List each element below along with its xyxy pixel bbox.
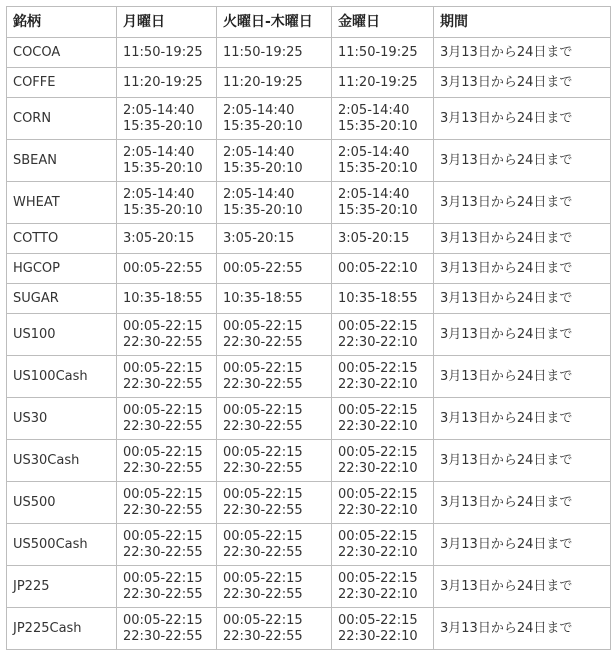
table-row bbox=[7, 284, 611, 314]
cell-mon-hours bbox=[117, 482, 217, 524]
time-range: 00:05-22:15 bbox=[338, 529, 418, 544]
time-range: 11:50-19:25 bbox=[338, 44, 418, 60]
time-range: 22:30-22:55 bbox=[223, 545, 303, 560]
cell-symbol: US30 bbox=[7, 398, 117, 440]
time-range: 2:05-14:40 bbox=[338, 103, 410, 118]
cell-symbol: US500Cash bbox=[7, 524, 117, 566]
cell-tuethu-hours bbox=[217, 68, 332, 98]
time-range: 11:50-19:25 bbox=[223, 44, 303, 60]
cell-period: 3月13日から24日まで bbox=[434, 608, 611, 650]
time-range: 10:35-18:55 bbox=[338, 290, 418, 306]
time-range: 15:35-20:10 bbox=[123, 119, 203, 134]
cell-fri-hours bbox=[332, 356, 434, 398]
time-range: 3:05-20:15 bbox=[123, 230, 195, 246]
time-range: 22:30-22:10 bbox=[338, 461, 418, 476]
cell-tuethu-hours bbox=[217, 182, 332, 224]
time-range: 00:05-22:10 bbox=[338, 260, 418, 276]
time-range: 22:30-22:10 bbox=[338, 587, 418, 602]
time-range: 00:05-22:15 bbox=[223, 319, 303, 334]
cell-tuethu-hours bbox=[217, 254, 332, 284]
time-range: 2:05-14:40 bbox=[338, 145, 410, 160]
cell-period: 3月13日から24日まで bbox=[434, 314, 611, 356]
time-range: 2:05-14:40 bbox=[123, 187, 195, 202]
time-range: 10:35-18:55 bbox=[123, 290, 203, 306]
cell-mon-hours bbox=[117, 182, 217, 224]
cell-tuethu-hours bbox=[217, 224, 332, 254]
time-range: 2:05-14:40 bbox=[123, 103, 195, 118]
time-range: 00:05-22:15 bbox=[123, 487, 203, 502]
cell-symbol: US500 bbox=[7, 482, 117, 524]
header-friday: 金曜日 bbox=[332, 7, 434, 38]
cell-symbol: JP225 bbox=[7, 566, 117, 608]
time-range: 2:05-14:40 bbox=[223, 103, 295, 118]
cell-period: 3月13日から24日まで bbox=[434, 356, 611, 398]
header-monday: 月曜日 bbox=[117, 7, 217, 38]
cell-fri-hours bbox=[332, 182, 434, 224]
time-range: 3:05-20:15 bbox=[223, 230, 295, 246]
cell-symbol: COCOA bbox=[7, 38, 117, 68]
cell-period: 3月13日から24日まで bbox=[434, 284, 611, 314]
cell-symbol: US30Cash bbox=[7, 440, 117, 482]
time-range: 2:05-14:40 bbox=[223, 187, 295, 202]
header-period: 期間 bbox=[434, 7, 611, 38]
cell-mon-hours bbox=[117, 356, 217, 398]
table-body bbox=[7, 38, 611, 650]
cell-fri-hours bbox=[332, 284, 434, 314]
time-range: 22:30-22:55 bbox=[123, 377, 203, 392]
time-range: 22:30-22:55 bbox=[123, 503, 203, 518]
time-range: 00:05-22:15 bbox=[223, 529, 303, 544]
time-range: 11:20-19:25 bbox=[123, 74, 203, 90]
cell-period: 3月13日から24日まで bbox=[434, 440, 611, 482]
cell-mon-hours bbox=[117, 284, 217, 314]
cell-symbol: JP225Cash bbox=[7, 608, 117, 650]
time-range: 00:05-22:15 bbox=[338, 487, 418, 502]
cell-period: 3月13日から24日まで bbox=[434, 524, 611, 566]
table-row bbox=[7, 38, 611, 68]
time-range: 22:30-22:55 bbox=[223, 335, 303, 350]
time-range: 15:35-20:10 bbox=[123, 203, 203, 218]
cell-fri-hours bbox=[332, 224, 434, 254]
time-range: 00:05-22:15 bbox=[123, 319, 203, 334]
cell-tuethu-hours bbox=[217, 608, 332, 650]
cell-period: 3月13日から24日まで bbox=[434, 68, 611, 98]
cell-mon-hours bbox=[117, 254, 217, 284]
cell-fri-hours bbox=[332, 398, 434, 440]
cell-tuethu-hours bbox=[217, 98, 332, 140]
cell-period: 3月13日から24日まで bbox=[434, 224, 611, 254]
cell-symbol: COFFE bbox=[7, 68, 117, 98]
cell-fri-hours bbox=[332, 608, 434, 650]
time-range: 22:30-22:10 bbox=[338, 419, 418, 434]
table-row bbox=[7, 608, 611, 650]
time-range: 10:35-18:55 bbox=[223, 290, 303, 306]
table-row bbox=[7, 68, 611, 98]
time-range: 00:05-22:15 bbox=[223, 487, 303, 502]
cell-period: 3月13日から24日まで bbox=[434, 398, 611, 440]
time-range: 22:30-22:55 bbox=[223, 503, 303, 518]
cell-symbol: HGCOP bbox=[7, 254, 117, 284]
time-range: 22:30-22:10 bbox=[338, 503, 418, 518]
time-range: 11:20-19:25 bbox=[338, 74, 418, 90]
cell-tuethu-hours bbox=[217, 398, 332, 440]
cell-period: 3月13日から24日まで bbox=[434, 482, 611, 524]
cell-fri-hours bbox=[332, 314, 434, 356]
cell-period: 3月13日から24日まで bbox=[434, 182, 611, 224]
cell-tuethu-hours bbox=[217, 314, 332, 356]
cell-fri-hours bbox=[332, 254, 434, 284]
table-row bbox=[7, 224, 611, 254]
cell-tuethu-hours bbox=[217, 140, 332, 182]
time-range: 11:50-19:25 bbox=[123, 44, 203, 60]
table-row bbox=[7, 182, 611, 224]
time-range: 22:30-22:55 bbox=[223, 587, 303, 602]
cell-tuethu-hours bbox=[217, 566, 332, 608]
cell-symbol: US100Cash bbox=[7, 356, 117, 398]
table-header-row bbox=[7, 7, 611, 38]
cell-tuethu-hours bbox=[217, 440, 332, 482]
time-range: 00:05-22:15 bbox=[338, 361, 418, 376]
cell-mon-hours bbox=[117, 98, 217, 140]
cell-mon-hours bbox=[117, 224, 217, 254]
time-range: 15:35-20:10 bbox=[338, 161, 418, 176]
time-range: 00:05-22:15 bbox=[223, 613, 303, 628]
cell-symbol: CORN bbox=[7, 98, 117, 140]
cell-fri-hours bbox=[332, 38, 434, 68]
time-range: 22:30-22:55 bbox=[123, 587, 203, 602]
table-row bbox=[7, 524, 611, 566]
cell-mon-hours bbox=[117, 398, 217, 440]
cell-period: 3月13日から24日まで bbox=[434, 140, 611, 182]
time-range: 00:05-22:15 bbox=[338, 613, 418, 628]
time-range: 22:30-22:10 bbox=[338, 377, 418, 392]
table-row bbox=[7, 140, 611, 182]
trading-hours-table bbox=[6, 6, 611, 650]
time-range: 00:05-22:55 bbox=[123, 260, 203, 276]
cell-period: 3月13日から24日まで bbox=[434, 254, 611, 284]
time-range: 00:05-22:15 bbox=[123, 361, 203, 376]
cell-symbol: US100 bbox=[7, 314, 117, 356]
time-range: 22:30-22:55 bbox=[223, 419, 303, 434]
time-range: 22:30-22:10 bbox=[338, 335, 418, 350]
table-row bbox=[7, 356, 611, 398]
time-range: 11:20-19:25 bbox=[223, 74, 303, 90]
cell-tuethu-hours bbox=[217, 524, 332, 566]
header-tuesday-thursday: 火曜日-木曜日 bbox=[217, 7, 332, 38]
cell-fri-hours bbox=[332, 524, 434, 566]
cell-fri-hours bbox=[332, 440, 434, 482]
time-range: 22:30-22:55 bbox=[123, 419, 203, 434]
cell-symbol: COTTO bbox=[7, 224, 117, 254]
time-range: 15:35-20:10 bbox=[223, 119, 303, 134]
cell-symbol: WHEAT bbox=[7, 182, 117, 224]
time-range: 2:05-14:40 bbox=[223, 145, 295, 160]
table-row bbox=[7, 98, 611, 140]
time-range: 00:05-22:55 bbox=[223, 260, 303, 276]
time-range: 22:30-22:55 bbox=[123, 461, 203, 476]
time-range: 00:05-22:15 bbox=[223, 403, 303, 418]
time-range: 22:30-22:55 bbox=[223, 461, 303, 476]
time-range: 22:30-22:55 bbox=[123, 335, 203, 350]
cell-period: 3月13日から24日まで bbox=[434, 38, 611, 68]
cell-mon-hours bbox=[117, 608, 217, 650]
time-range: 00:05-22:15 bbox=[338, 403, 418, 418]
time-range: 15:35-20:10 bbox=[338, 119, 418, 134]
time-range: 00:05-22:15 bbox=[123, 445, 203, 460]
cell-fri-hours bbox=[332, 98, 434, 140]
time-range: 22:30-22:55 bbox=[223, 377, 303, 392]
cell-tuethu-hours bbox=[217, 284, 332, 314]
time-range: 2:05-14:40 bbox=[338, 187, 410, 202]
cell-tuethu-hours bbox=[217, 356, 332, 398]
cell-mon-hours bbox=[117, 440, 217, 482]
table-row bbox=[7, 482, 611, 524]
cell-symbol: SUGAR bbox=[7, 284, 117, 314]
time-range: 22:30-22:55 bbox=[123, 629, 203, 644]
table-row bbox=[7, 254, 611, 284]
cell-tuethu-hours bbox=[217, 38, 332, 68]
time-range: 00:05-22:15 bbox=[338, 319, 418, 334]
time-range: 2:05-14:40 bbox=[123, 145, 195, 160]
time-range: 22:30-22:10 bbox=[338, 545, 418, 560]
table-row bbox=[7, 440, 611, 482]
time-range: 22:30-22:10 bbox=[338, 629, 418, 644]
time-range: 15:35-20:10 bbox=[223, 203, 303, 218]
time-range: 3:05-20:15 bbox=[338, 230, 410, 246]
time-range: 00:05-22:15 bbox=[223, 361, 303, 376]
cell-fri-hours bbox=[332, 140, 434, 182]
time-range: 00:05-22:15 bbox=[338, 571, 418, 586]
cell-fri-hours bbox=[332, 566, 434, 608]
cell-mon-hours bbox=[117, 566, 217, 608]
time-range: 22:30-22:55 bbox=[223, 629, 303, 644]
time-range: 00:05-22:15 bbox=[338, 445, 418, 460]
cell-mon-hours bbox=[117, 314, 217, 356]
time-range: 15:35-20:10 bbox=[123, 161, 203, 176]
time-range: 22:30-22:55 bbox=[123, 545, 203, 560]
cell-mon-hours bbox=[117, 524, 217, 566]
time-range: 15:35-20:10 bbox=[338, 203, 418, 218]
header-symbol: 銘柄 bbox=[7, 7, 117, 38]
time-range: 00:05-22:15 bbox=[223, 571, 303, 586]
cell-fri-hours bbox=[332, 68, 434, 98]
table-row bbox=[7, 398, 611, 440]
cell-symbol: SBEAN bbox=[7, 140, 117, 182]
cell-mon-hours bbox=[117, 38, 217, 68]
time-range: 00:05-22:15 bbox=[123, 529, 203, 544]
cell-period: 3月13日から24日まで bbox=[434, 566, 611, 608]
time-range: 00:05-22:15 bbox=[123, 613, 203, 628]
time-range: 00:05-22:15 bbox=[123, 403, 203, 418]
cell-fri-hours bbox=[332, 482, 434, 524]
cell-mon-hours bbox=[117, 68, 217, 98]
time-range: 00:05-22:15 bbox=[123, 571, 203, 586]
cell-period: 3月13日から24日まで bbox=[434, 98, 611, 140]
table-row bbox=[7, 566, 611, 608]
cell-mon-hours bbox=[117, 140, 217, 182]
time-range: 00:05-22:15 bbox=[223, 445, 303, 460]
table-row bbox=[7, 314, 611, 356]
cell-tuethu-hours bbox=[217, 482, 332, 524]
time-range: 15:35-20:10 bbox=[223, 161, 303, 176]
